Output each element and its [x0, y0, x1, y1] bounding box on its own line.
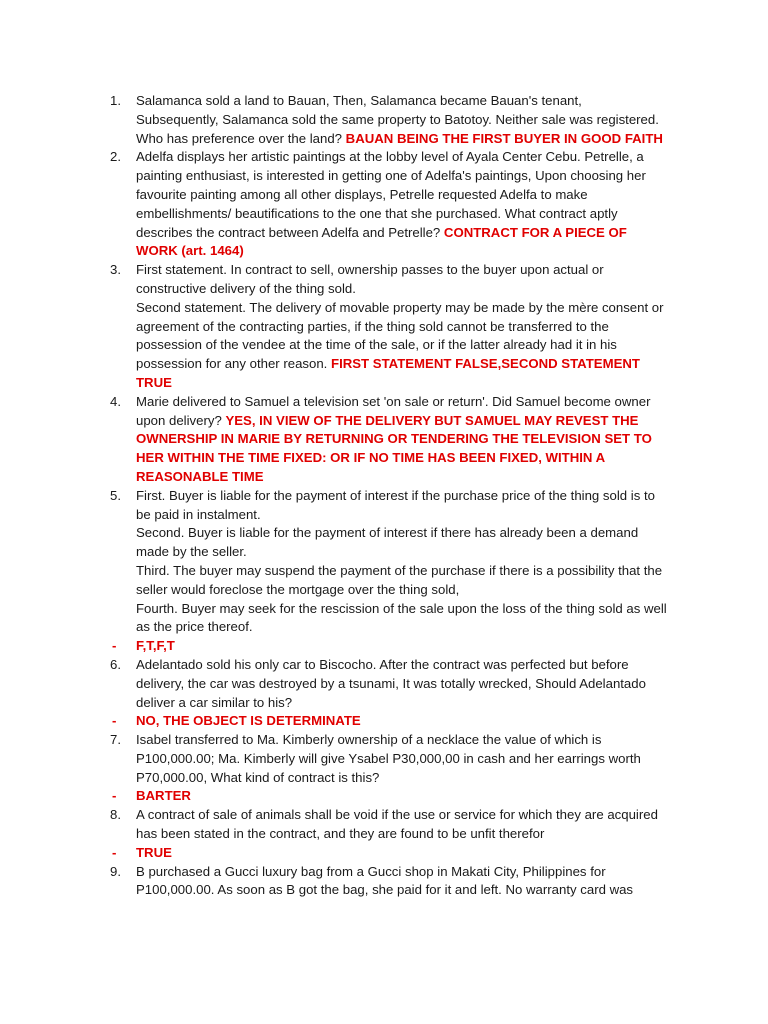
answer-text: BAUAN BEING THE FIRST BUYER IN GOOD FAITH — [345, 130, 663, 146]
dash-marker: - — [112, 638, 117, 654]
item-text — [136, 863, 668, 901]
item-number: 2. — [110, 149, 121, 165]
item-text — [136, 487, 668, 637]
fourth-statement-text: Fourth. Buyer may seek for the rescission of the sale upon the loss of the thing sold as well as the price thereof. — [136, 600, 667, 635]
item-number: 1. — [110, 93, 121, 108]
answer-text: FIRST STATEMENT FALSE,SECOND STATEMENT TRUE — [136, 356, 640, 390]
third-statement-text: Third. The buyer may suspend the payment of the purchase if there is a possibility that the seller would foreclose the mortgage over the thing sold, — [136, 562, 663, 597]
item-text — [136, 148, 668, 261]
first-statement-text: First. Buyer is liable for the payment of interest if the purchase price of the thing sold is to be paid in instalment. — [136, 487, 655, 522]
item-number: 7. — [110, 732, 121, 748]
item-text — [136, 92, 668, 148]
item-text — [136, 637, 668, 656]
item-number: 9. — [110, 863, 121, 879]
item-text — [136, 393, 668, 487]
answer-item-7 — [104, 787, 668, 806]
list-item-6 — [104, 656, 668, 712]
item-text — [136, 261, 668, 393]
list-item-9 — [104, 863, 668, 901]
list-item-7 — [104, 731, 668, 787]
item-text — [136, 806, 668, 844]
answer-text: BARTER — [136, 788, 191, 804]
answer-item-8 — [104, 844, 668, 863]
answer-text: F,T,F,T — [136, 638, 175, 654]
second-statement-text: Second statement. The delivery of movable property may be made by the mère consent or agreement of the contracting parties, if the thing sold cannot be transferred to the possession of the vendee at the time of the sale, or if the latter already had it in his possession for any other reason. — [136, 299, 664, 372]
answer-text: YES, IN VIEW OF THE DELIVERY BUT SAMUEL MAY REVEST THE OWNERSHIP IN MARIE BY RETURNING OR TENDERING THE TELEVISION SET TO HER WITHIN THE TIME FIXED: OR IF NO TIME HAS BEEN FIXED, WITHIN A REASONABLE TIME — [136, 412, 652, 484]
question-text: Adelantado sold his only car to Biscocho. After the contract was perfected but before delivery, the car was destroyed by a tsunami, It was totally wrecked, Should Adelantado deliver a car similar to his? — [136, 656, 646, 710]
question-text: Isabel transferred to Ma. Kimberly ownership of a necklace the value of which is P100,000.00; Ma. Kimberly will give Ysabel P30,000,00 in cash and her earrings worth P70,000.00, What kind of contract is this? — [136, 732, 641, 785]
list-item-3 — [104, 261, 668, 393]
list-item-1 — [104, 92, 668, 148]
first-statement-text: First statement. In contract to sell, ownership passes to the buyer upon actual or constructive delivery of the thing sold. — [136, 262, 604, 296]
item-number: 3. — [110, 262, 121, 278]
answer-text: CONTRACT FOR A PIECE OF WORK (art. 1464) — [136, 224, 627, 259]
list-item-5 — [104, 487, 668, 637]
item-number: 4. — [110, 393, 121, 409]
item-text — [136, 712, 668, 731]
question-text: Marie delivered to Samuel a television set 'on sale or return'. Did Samuel become owner upon delivery? — [136, 393, 651, 428]
item-number: 6. — [110, 656, 121, 672]
item-text — [136, 731, 668, 787]
second-statement-text: Second. Buyer is liable for the payment of interest if there has already been a demand made by the seller. — [136, 525, 639, 560]
question-text: A contract of sale of animals shall be void if the use or service for which they are acquired has been stated in the contract, and they are found to be unfit therefor — [136, 807, 658, 842]
item-number: 5. — [110, 487, 121, 503]
dash-marker: - — [112, 713, 117, 729]
answer-text: TRUE — [136, 844, 172, 860]
answer-text: NO, THE OBJECT IS DETERMINATE — [136, 713, 361, 729]
answer-item-5 — [104, 637, 668, 656]
question-text: B purchased a Gucci luxury bag from a Gucci shop in Makati City, Philippines for P100,000.00. As soon as B got the bag, she paid for it and left. No warranty card was — [136, 863, 634, 898]
item-text — [136, 844, 668, 863]
dash-marker: - — [112, 788, 117, 804]
list-item-2 — [104, 148, 668, 261]
list-item-8 — [104, 806, 668, 844]
question-list — [104, 92, 668, 900]
item-text — [136, 656, 668, 712]
dash-marker: - — [112, 844, 117, 860]
item-text — [136, 787, 668, 806]
item-number: 8. — [110, 807, 121, 823]
answer-item-6 — [104, 712, 668, 731]
question-text: Adelfa displays her artistic paintings at the lobby level of Ayala Center Cebu. Petrelle, a painting enthusiast, is interested in getting one of Adelfa's paintings, Upon choosing her favourite painting among all other displays, Petrelle requested Adelfa to make embellishments/ beautifications to the one that she purchased. What contract aptly describes the contract between Adelfa and Petrelle? — [136, 149, 646, 240]
question-text: Salamanca sold a land to Bauan, Then, Salamanca became Bauan's tenant, Subsequently, Salamanca sold the same property to Batotoy. Neither sale was registered. Who has preference over the land? — [136, 93, 659, 146]
list-item-4 — [104, 393, 668, 487]
